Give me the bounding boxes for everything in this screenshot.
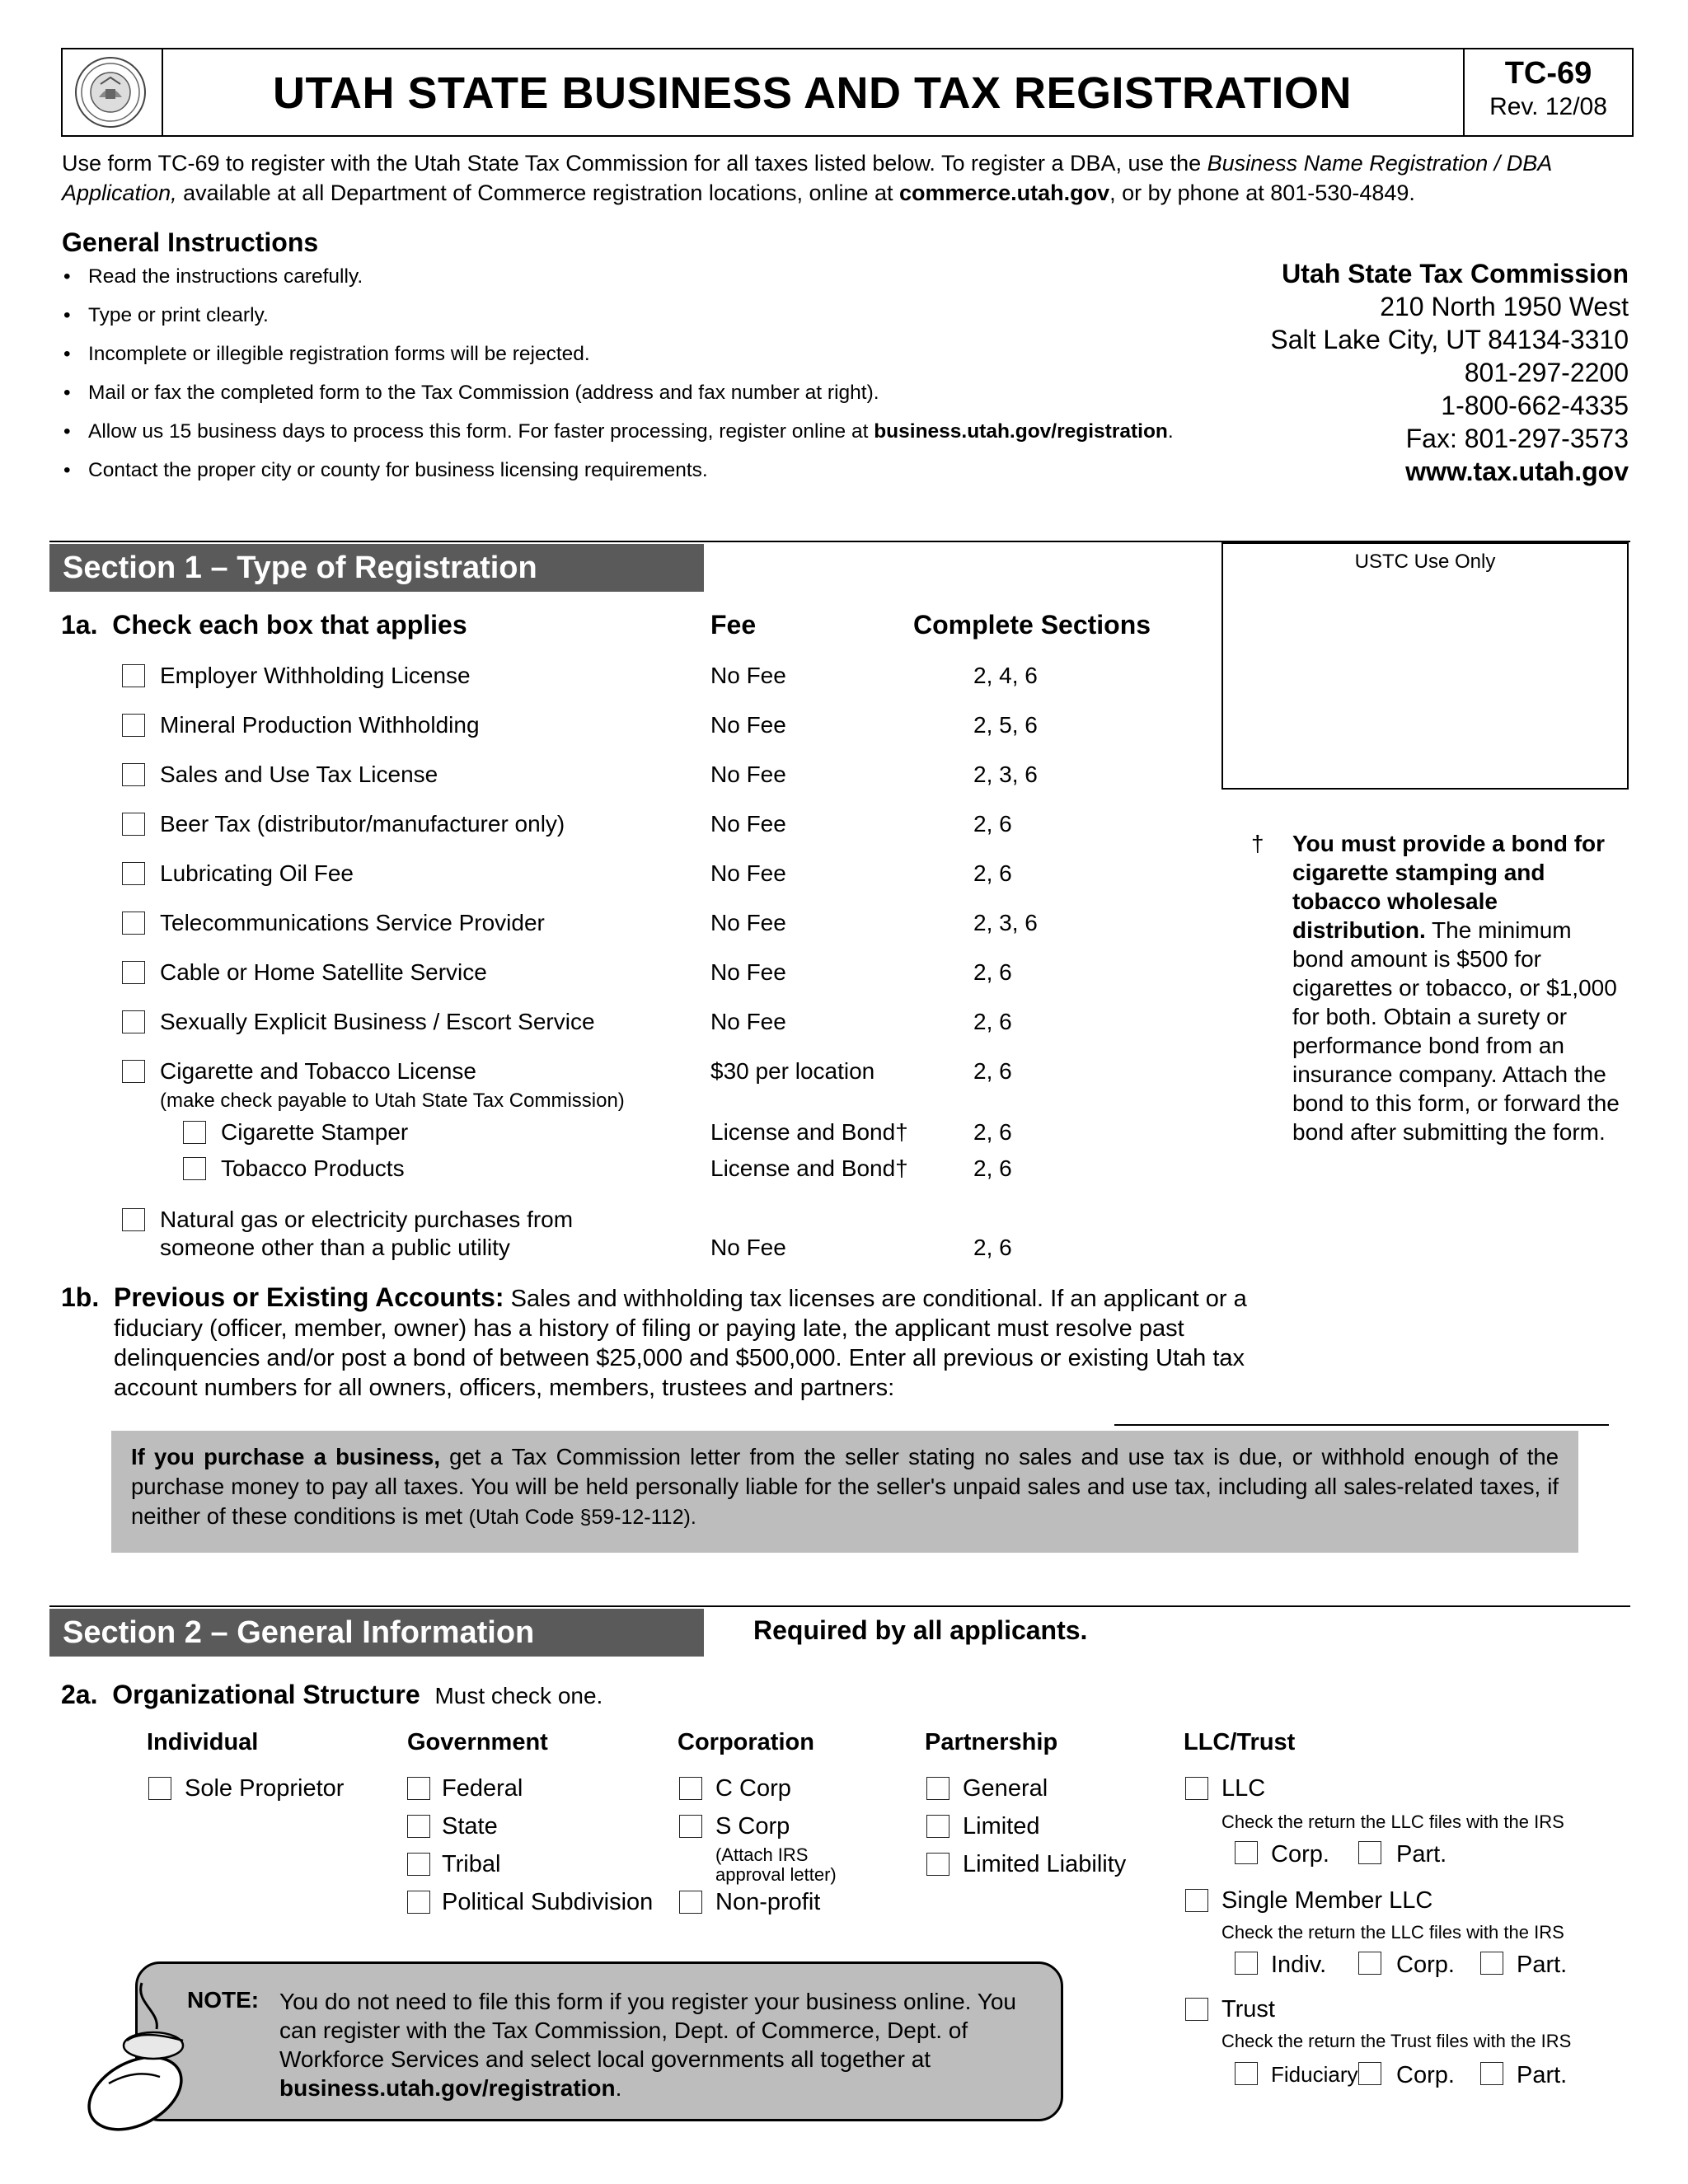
s-corp-checkbox[interactable] bbox=[679, 1815, 702, 1838]
registration-fee: No Fee bbox=[710, 1009, 786, 1034]
instruction-item bbox=[62, 265, 1282, 304]
registration-label: Beer Tax (distributor/manufacturer only) bbox=[160, 811, 565, 837]
registration-label-line2: someone other than a public utility bbox=[160, 1235, 510, 1260]
must-check-note: Must check one. bbox=[434, 1683, 603, 1708]
registration-label: Cable or Home Satellite Service bbox=[160, 959, 487, 985]
registration-fee: No Fee bbox=[710, 1235, 786, 1260]
trust-checkbox[interactable] bbox=[1185, 1998, 1208, 2021]
registration-sections: 2, 6 bbox=[973, 860, 1012, 886]
instruction-item bbox=[62, 304, 1282, 343]
trust-corp-label: Corp. bbox=[1396, 2062, 1455, 2088]
bullet: • bbox=[63, 343, 71, 365]
trust-part-label: Part. bbox=[1517, 2062, 1568, 2088]
explicit-business-checkbox[interactable] bbox=[122, 1010, 145, 1033]
registration-fee: No Fee bbox=[710, 910, 786, 935]
section-2-title: Section 2 – General Information bbox=[49, 1609, 704, 1657]
instruction-item bbox=[62, 459, 1282, 498]
intro-dba-form-name: Business Name Registration / DBA Application, bbox=[62, 151, 1552, 205]
s-corp-note: approval letter) bbox=[715, 1864, 837, 1885]
intro-paragraph bbox=[62, 148, 1628, 208]
address-city: Salt Lake City, UT 84134-3310 bbox=[1270, 325, 1629, 354]
instruction-text: Contact the proper city or county for business licensing requirements. bbox=[88, 459, 708, 481]
single-member-llc-label: Single Member LLC bbox=[1221, 1887, 1433, 1914]
ustc-use-only-box bbox=[1221, 542, 1629, 790]
registration-fee: $30 per location bbox=[710, 1058, 875, 1084]
llc-corp-checkbox[interactable] bbox=[1235, 1841, 1258, 1864]
registration-label: Sales and Use Tax License bbox=[160, 762, 438, 787]
smllc-part-label: Part. bbox=[1517, 1952, 1568, 1978]
registration-sections: 2, 6 bbox=[973, 1235, 1012, 1260]
purchase-business-note bbox=[111, 1431, 1578, 1553]
smllc-irs-note: Check the return the LLC files with the IRS bbox=[1221, 1922, 1564, 1943]
question-2a bbox=[61, 1680, 603, 1710]
bond-note-text: The minimum bond amount is $500 for cigarettes or tobacco, or $1,000 for both. Obtain a surety or performance bond from an insurance company. Attach the bond to this form, or forward the bond after submitting the form. bbox=[1292, 917, 1620, 1145]
tribal-checkbox[interactable] bbox=[407, 1853, 430, 1876]
tribal-label: Tribal bbox=[442, 1851, 501, 1877]
registration-label: Tobacco Products bbox=[221, 1155, 405, 1181]
registration-sections: 2, 6 bbox=[973, 811, 1012, 837]
cable-satellite-checkbox[interactable] bbox=[122, 961, 145, 984]
cigarette-tobacco-checkbox[interactable] bbox=[122, 1060, 145, 1083]
general-instructions-list bbox=[62, 265, 1282, 498]
question-1a-header bbox=[61, 610, 1198, 640]
registration-label: Employer Withholding License bbox=[160, 663, 471, 688]
note-body: You do not need to file this form if you register your business online. You can register with the Tax Commission, Dept. of Commerce, Dept. of Workforce Services and select local governments all together at bbox=[279, 1989, 1016, 2072]
federal-label: Federal bbox=[442, 1775, 523, 1802]
bullet: • bbox=[63, 382, 71, 404]
trust-corp-checkbox[interactable] bbox=[1358, 2062, 1381, 2085]
fax-number: Fax: 801-297-3573 bbox=[1405, 424, 1629, 453]
sections-column-header: Complete Sections bbox=[913, 610, 1151, 640]
instruction-text: Read the instructions carefully. bbox=[88, 265, 363, 288]
computer-mouse-icon bbox=[77, 1978, 226, 2135]
sole-proprietor-checkbox[interactable] bbox=[148, 1777, 171, 1800]
registration-label: Sexually Explicit Business / Escort Service bbox=[160, 1009, 595, 1034]
registration-fee: No Fee bbox=[710, 860, 786, 886]
trust-fiduciary-checkbox[interactable] bbox=[1235, 2062, 1258, 2085]
instruction-text: Incomplete or illegible registration forms will be rejected. bbox=[88, 343, 590, 365]
sales-use-tax-checkbox[interactable] bbox=[122, 763, 145, 786]
cigarette-stamper-checkbox[interactable] bbox=[183, 1121, 206, 1144]
intro-commerce-url: commerce.utah.gov bbox=[899, 180, 1110, 205]
ustc-use-only-label: USTC Use Only bbox=[1354, 551, 1496, 573]
federal-checkbox[interactable] bbox=[407, 1777, 430, 1800]
registration-label: Telecommunications Service Provider bbox=[160, 910, 545, 935]
general-instructions-heading: General Instructions bbox=[62, 227, 319, 257]
registration-sections: 2, 4, 6 bbox=[973, 663, 1038, 688]
registration-sections: 2, 5, 6 bbox=[973, 712, 1038, 738]
question-1b-label: Previous or Existing Accounts: bbox=[114, 1282, 504, 1312]
dagger-symbol: † bbox=[1251, 831, 1264, 856]
mineral-production-checkbox[interactable] bbox=[122, 714, 145, 737]
instruction-text: Mail or fax the completed form to the Tax Commission (address and fax number at right). bbox=[88, 382, 879, 404]
llc-trust-header: LLC/Trust bbox=[1184, 1729, 1296, 1755]
employer-withholding-checkbox[interactable] bbox=[122, 664, 145, 687]
intro-text-2: available at all Department of Commerce registration locations, online at bbox=[176, 180, 900, 205]
trust-fiduciary-label: Fiduciary bbox=[1271, 2062, 1358, 2087]
state-checkbox[interactable] bbox=[407, 1815, 430, 1838]
form-title: UTAH STATE BUSINESS AND TAX REGISTRATION bbox=[272, 68, 1352, 118]
non-profit-label: Non-profit bbox=[715, 1889, 821, 1915]
question-label: Check each box that applies bbox=[112, 610, 467, 640]
bullet: • bbox=[63, 459, 71, 481]
question-1b-body: Sales and withholding tax licenses are conditional. If an applicant or a fiduciary (officer, member, owner) has a history of filing or paying late, the applicant must resolve past delinquencies and/or post a bond of between $25,000 and $500,000. Enter all previous or existing Utah tax account numbers for all owners, officers, members, trustees and partners: bbox=[114, 1286, 1247, 1401]
smllc-indiv-label: Indiv. bbox=[1271, 1952, 1327, 1978]
commission-name: Utah State Tax Commission bbox=[1282, 259, 1629, 288]
llc-label: LLC bbox=[1221, 1775, 1266, 1802]
general-partnership-label: General bbox=[963, 1775, 1048, 1802]
instruction-text: Allow us 15 business days to process this form. For faster processing, register online at bbox=[88, 420, 874, 443]
llc-part-label: Part. bbox=[1396, 1841, 1447, 1868]
s-corp-note: (Attach IRS bbox=[715, 1844, 809, 1865]
c-corp-checkbox[interactable] bbox=[679, 1777, 702, 1800]
smllc-corp-checkbox[interactable] bbox=[1358, 1952, 1381, 1975]
partnership-header: Partnership bbox=[925, 1729, 1058, 1755]
telecom-provider-checkbox[interactable] bbox=[122, 912, 145, 935]
form-number-box bbox=[1463, 49, 1632, 135]
limited-partnership-checkbox[interactable] bbox=[926, 1815, 950, 1838]
note-registration-url: business.utah.gov/registration bbox=[279, 2075, 616, 2101]
section-1-title: Section 1 – Type of Registration bbox=[49, 544, 704, 592]
instruction-item bbox=[62, 343, 1282, 382]
instruction-item bbox=[62, 420, 1282, 459]
non-profit-checkbox[interactable] bbox=[679, 1891, 702, 1914]
question-1b-text bbox=[114, 1282, 1301, 1403]
form-header bbox=[61, 48, 1634, 137]
registration-url: business.utah.gov/registration bbox=[874, 420, 1168, 443]
purchase-note-bold: If you purchase a business, bbox=[131, 1444, 440, 1469]
registration-fee: No Fee bbox=[710, 959, 786, 985]
form-revision: Rev. 12/08 bbox=[1489, 93, 1607, 120]
commission-address bbox=[1167, 257, 1629, 488]
previous-accounts-input[interactable] bbox=[1114, 1399, 1609, 1426]
website: www.tax.utah.gov bbox=[1405, 457, 1629, 486]
corporation-header: Corporation bbox=[678, 1729, 814, 1755]
lubricating-oil-checkbox[interactable] bbox=[122, 862, 145, 885]
registration-label: Mineral Production Withholding bbox=[160, 712, 480, 738]
fee-column-header: Fee bbox=[710, 610, 757, 640]
bond-note-bold: You must provide a bond for cigarette stamping and tobacco wholesale distribution. bbox=[1292, 831, 1606, 943]
registration-sections: 2, 6 bbox=[973, 1119, 1012, 1145]
question-number: 1a. bbox=[61, 610, 98, 640]
llc-checkbox[interactable] bbox=[1185, 1777, 1208, 1800]
intro-text-3: , or by phone at 801-530-4849. bbox=[1109, 180, 1415, 205]
bullet: • bbox=[63, 265, 71, 288]
beer-tax-checkbox[interactable] bbox=[122, 813, 145, 836]
question-number: 1b. bbox=[61, 1282, 100, 1312]
check-payable-note: (make check payable to Utah State Tax Commission) bbox=[160, 1090, 625, 1112]
state-label: State bbox=[442, 1813, 498, 1840]
sole-proprietor-label: Sole Proprietor bbox=[185, 1775, 345, 1802]
llc-irs-note: Check the return the LLC files with the IRS bbox=[1221, 1811, 1564, 1832]
trust-irs-note: Check the return the Trust files with the IRS bbox=[1221, 2031, 1572, 2051]
form-number: TC-69 bbox=[1504, 56, 1592, 91]
registration-sections: 2, 6 bbox=[973, 959, 1012, 985]
seal-box bbox=[63, 49, 163, 135]
note-label: NOTE: bbox=[187, 1987, 260, 2013]
limited-liability-partnership-label: Limited Liability bbox=[963, 1851, 1127, 1877]
tobacco-products-checkbox[interactable] bbox=[183, 1157, 206, 1180]
note-end: . bbox=[615, 2075, 622, 2101]
registration-sections: 2, 6 bbox=[973, 1155, 1012, 1181]
registration-sections: 2, 6 bbox=[973, 1058, 1012, 1084]
smllc-indiv-checkbox[interactable] bbox=[1235, 1952, 1258, 1975]
required-note: Required by all applicants. bbox=[753, 1615, 1088, 1645]
phone-tollfree: 1-800-662-4335 bbox=[1441, 391, 1629, 420]
utah-code-reference: (Utah Code §59-12-112). bbox=[468, 1506, 696, 1529]
c-corp-label: C Corp bbox=[715, 1775, 791, 1802]
bullet: • bbox=[63, 420, 71, 443]
utah-seal-icon bbox=[74, 56, 147, 129]
smllc-part-checkbox[interactable] bbox=[1480, 1952, 1503, 1975]
registration-fee: No Fee bbox=[710, 811, 786, 837]
phone-local: 801-297-2200 bbox=[1464, 358, 1629, 387]
smllc-corp-label: Corp. bbox=[1396, 1952, 1455, 1978]
registration-sections: 2, 3, 6 bbox=[973, 762, 1038, 787]
limited-partnership-label: Limited bbox=[963, 1813, 1040, 1840]
online-registration-note bbox=[135, 1961, 1063, 2121]
llc-part-checkbox[interactable] bbox=[1358, 1841, 1381, 1864]
trust-part-checkbox[interactable] bbox=[1480, 2062, 1503, 2085]
instruction-text: Type or print clearly. bbox=[88, 304, 269, 326]
individual-header: Individual bbox=[147, 1729, 259, 1755]
s-corp-label: S Corp bbox=[715, 1813, 790, 1840]
single-member-llc-checkbox[interactable] bbox=[1185, 1889, 1208, 1912]
purchase-note-text: get a Tax Commission letter from the seller stating no sales and use tax is due, or withhold enough of the purchase money to pay all taxes. You will be held personally liable for the seller's unpaid sales and use tax, including all sales-related taxes, if neither of these conditions is met bbox=[131, 1444, 1559, 1529]
note-text bbox=[279, 1987, 1038, 2102]
llc-corp-label: Corp. bbox=[1271, 1841, 1329, 1868]
instruction-item bbox=[62, 382, 1282, 420]
registration-label: Cigarette and Tobacco License bbox=[160, 1058, 476, 1084]
registration-label: Natural gas or electricity purchases from bbox=[160, 1207, 574, 1232]
intro-text-1: Use form TC-69 to register with the Utah State Tax Commission for all taxes listed below. To register a DBA, use the bbox=[62, 151, 1207, 176]
registration-label: Cigarette Stamper bbox=[221, 1119, 409, 1145]
government-header: Government bbox=[407, 1729, 548, 1755]
registration-fee: No Fee bbox=[710, 762, 786, 787]
question-label: Organizational Structure bbox=[112, 1680, 420, 1709]
question-number: 2a. bbox=[61, 1680, 98, 1709]
political-subdivision-label: Political Subdivision bbox=[442, 1889, 654, 1915]
registration-sections: 2, 3, 6 bbox=[973, 910, 1038, 935]
bullet: • bbox=[63, 304, 71, 326]
general-partnership-checkbox[interactable] bbox=[926, 1777, 950, 1800]
registration-fee: No Fee bbox=[710, 712, 786, 738]
registration-sections: 2, 6 bbox=[973, 1009, 1012, 1034]
registration-fee: License and Bond† bbox=[710, 1155, 908, 1181]
instruction-text-end: . bbox=[1167, 420, 1174, 443]
trust-label: Trust bbox=[1221, 1996, 1275, 2022]
natural-gas-checkbox[interactable] bbox=[122, 1208, 145, 1231]
section-2-rule bbox=[49, 1605, 1630, 1607]
registration-fee: No Fee bbox=[710, 663, 786, 688]
registration-label: Lubricating Oil Fee bbox=[160, 860, 354, 886]
bond-requirement-note bbox=[1251, 829, 1627, 1146]
limited-liability-partnership-checkbox[interactable] bbox=[926, 1853, 950, 1876]
address-street: 210 North 1950 West bbox=[1380, 292, 1629, 321]
political-subdivision-checkbox[interactable] bbox=[407, 1891, 430, 1914]
registration-fee: License and Bond† bbox=[710, 1119, 908, 1145]
